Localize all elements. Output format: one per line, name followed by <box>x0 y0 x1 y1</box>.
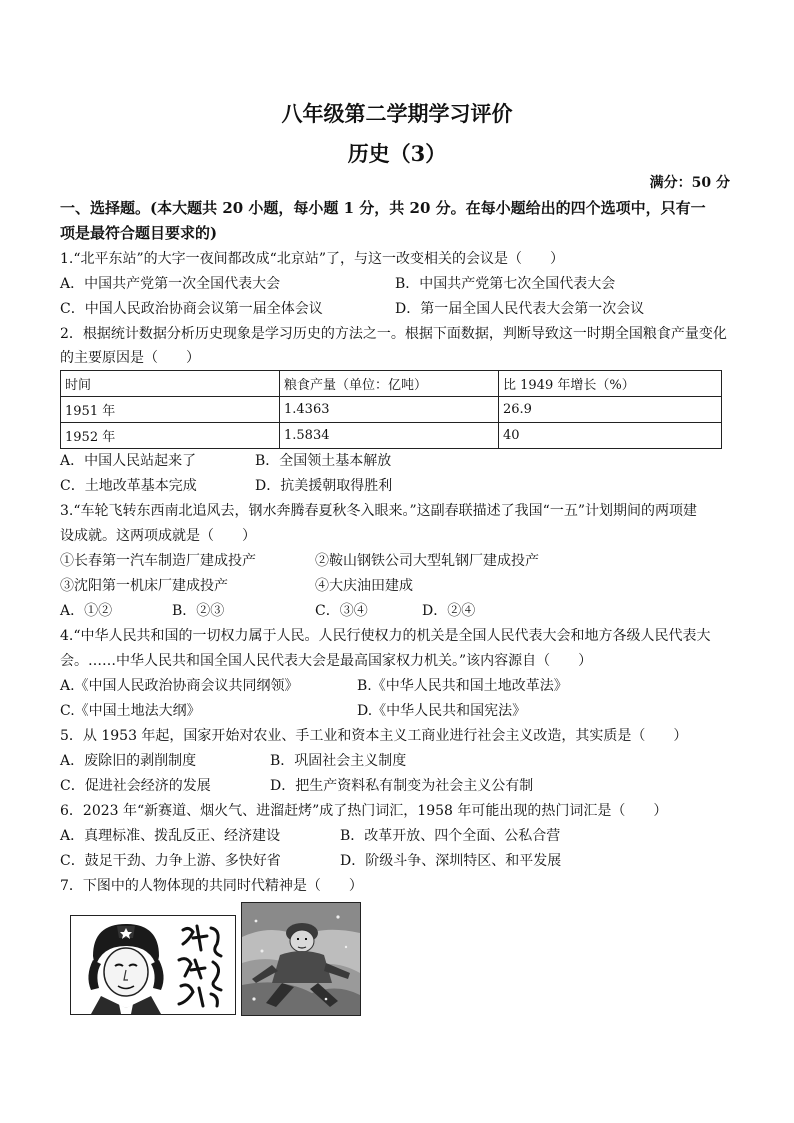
grain-output-table <box>60 370 722 449</box>
question-6-option-d: D．阶级斗争、深圳特区、和平发展 <box>340 853 562 869</box>
section-heading-line2: 项是最符合题目要求的) <box>60 224 218 242</box>
question-3-item-2: ②鞍山钢铁公司大型轧钢厂建成投产 <box>315 553 539 569</box>
question-6-option-a: A．真理标准、拨乱反正、经济建设 <box>60 828 281 844</box>
question-2-option-a: A．中国人民站起来了 <box>60 453 197 469</box>
question-5-option-c: C．促进社会经济的发展 <box>60 778 211 794</box>
table-cell: 26.9 <box>499 397 722 423</box>
exam-title: 八年级第二学期学习评价 <box>281 101 513 126</box>
table-row <box>61 397 722 423</box>
table-header-row <box>61 371 722 397</box>
question-1-stem: 1.“北平东站”的大字一夜间都改成“北京站”了，与这一改变相关的会议是（ ） <box>60 251 564 267</box>
question-2-option-c: C．土地改革基本完成 <box>60 478 197 494</box>
question-4-stem-line2: 会。……中华人民共和国全国人民代表大会是最高国家权力机关。”该内容源自（ ） <box>60 653 593 669</box>
table-header-cell: 时间 <box>61 371 280 397</box>
question-3-item-3: ③沈阳第一机床厂建成投产 <box>60 578 228 594</box>
exam-subtitle: 历史（3） <box>347 141 447 166</box>
table-cell: 1951 年 <box>61 397 280 423</box>
question-3-option-d: D．②④ <box>422 603 476 619</box>
question-5-stem: 5．从 1953 年起，国家开始对农业、手工业和资本主义工商业进行社会主义改造，其实质是（ ） <box>60 728 688 744</box>
question-2-stem-line2: 的主要原因是（ ） <box>60 350 200 366</box>
question-3-option-a: A．①② <box>60 603 113 619</box>
question-3-item-4: ④大庆油田建成 <box>315 578 413 594</box>
question-4-option-c: C.《中国土地法大纲》 <box>60 703 201 719</box>
question-5-option-d: D．把生产资料私有制变为社会主义公有制 <box>270 778 534 794</box>
section-heading-line1: 一、选择题。(本大题共 20 小题，每小题 1 分，共 20 分。在每小题给出的四个选项中，只有一 <box>60 199 706 217</box>
question-3-item-1: ①长春第一汽车制造厂建成投产 <box>60 553 256 569</box>
full-score: 满分：50 分 <box>649 175 730 191</box>
question-6-stem: 6．2023 年“新赛道、烟火气、进溜赶烤”成了热门词汇，1958 年可能出现的热门词汇是（ ） <box>60 803 668 819</box>
soldier-illustration <box>242 903 360 1015</box>
question-1-option-c: C．中国人民政治协商会议第一届全体会议 <box>60 301 323 317</box>
question-4-option-a: A.《中国人民政治协商会议共同纲领》 <box>60 678 299 694</box>
question-3-stem-line2: 设成就。这两项成就是（ ） <box>60 528 256 544</box>
question-5-option-a: A．废除旧的剥削制度 <box>60 753 197 769</box>
table-cell: 1.5834 <box>280 423 499 449</box>
question-4-stem-line1: 4.“中华人民共和国的一切权力属于人民。人民行使权力的机关是全国人民代表大会和地方各级人民代表大 <box>60 628 711 644</box>
question-6-option-c: C．鼓足干劲、力争上游、多快好省 <box>60 853 281 869</box>
table-header-cell: 比 1949 年增长（%） <box>499 371 722 397</box>
question-1-option-a: A．中国共产党第一次全国代表大会 <box>60 276 281 292</box>
question-4-option-b: B.《中华人民共和国土地改革法》 <box>357 678 568 694</box>
table-row <box>61 423 722 449</box>
question-1-option-d: D．第一届全国人民代表大会第一次会议 <box>395 301 645 317</box>
question-6-option-b: B．改革开放、四个全面、公私合营 <box>340 828 561 844</box>
table-cell: 1.4363 <box>280 397 499 423</box>
question-3-option-b: B．②③ <box>172 603 225 619</box>
question-2-option-d: D．抗美援朝取得胜利 <box>255 478 393 494</box>
question-7-stem: 7．下图中的人物体现的共同时代精神是（ ） <box>60 878 363 894</box>
portrait-calligraphy-image <box>70 915 236 1015</box>
question-3-option-c: C．③④ <box>315 603 368 619</box>
question-3-stem-line1: 3.“车轮飞转东西南北追风去，钢水奔腾春夏秋冬入眼来。”这副春联描述了我国“一五”计划期间的两项建 <box>60 503 697 519</box>
table-header-cell: 粮食产量（单位：亿吨） <box>280 371 499 397</box>
table-cell: 1952 年 <box>61 423 280 449</box>
question-2-stem-line1: 2．根据统计数据分析历史现象是学习历史的方法之一。根据下面数据，判断导致这一时期全国粮食产量变化 <box>60 326 727 342</box>
question-4-option-d: D.《中华人民共和国宪法》 <box>357 703 527 719</box>
question-5-option-b: B．巩固社会主义制度 <box>270 753 407 769</box>
portrait-illustration <box>71 916 235 1014</box>
question-2-option-b: B．全国领土基本解放 <box>255 453 392 469</box>
table-cell: 40 <box>499 423 722 449</box>
soldier-photo-image <box>241 902 361 1016</box>
question-1-option-b: B．中国共产党第七次全国代表大会 <box>395 276 616 292</box>
